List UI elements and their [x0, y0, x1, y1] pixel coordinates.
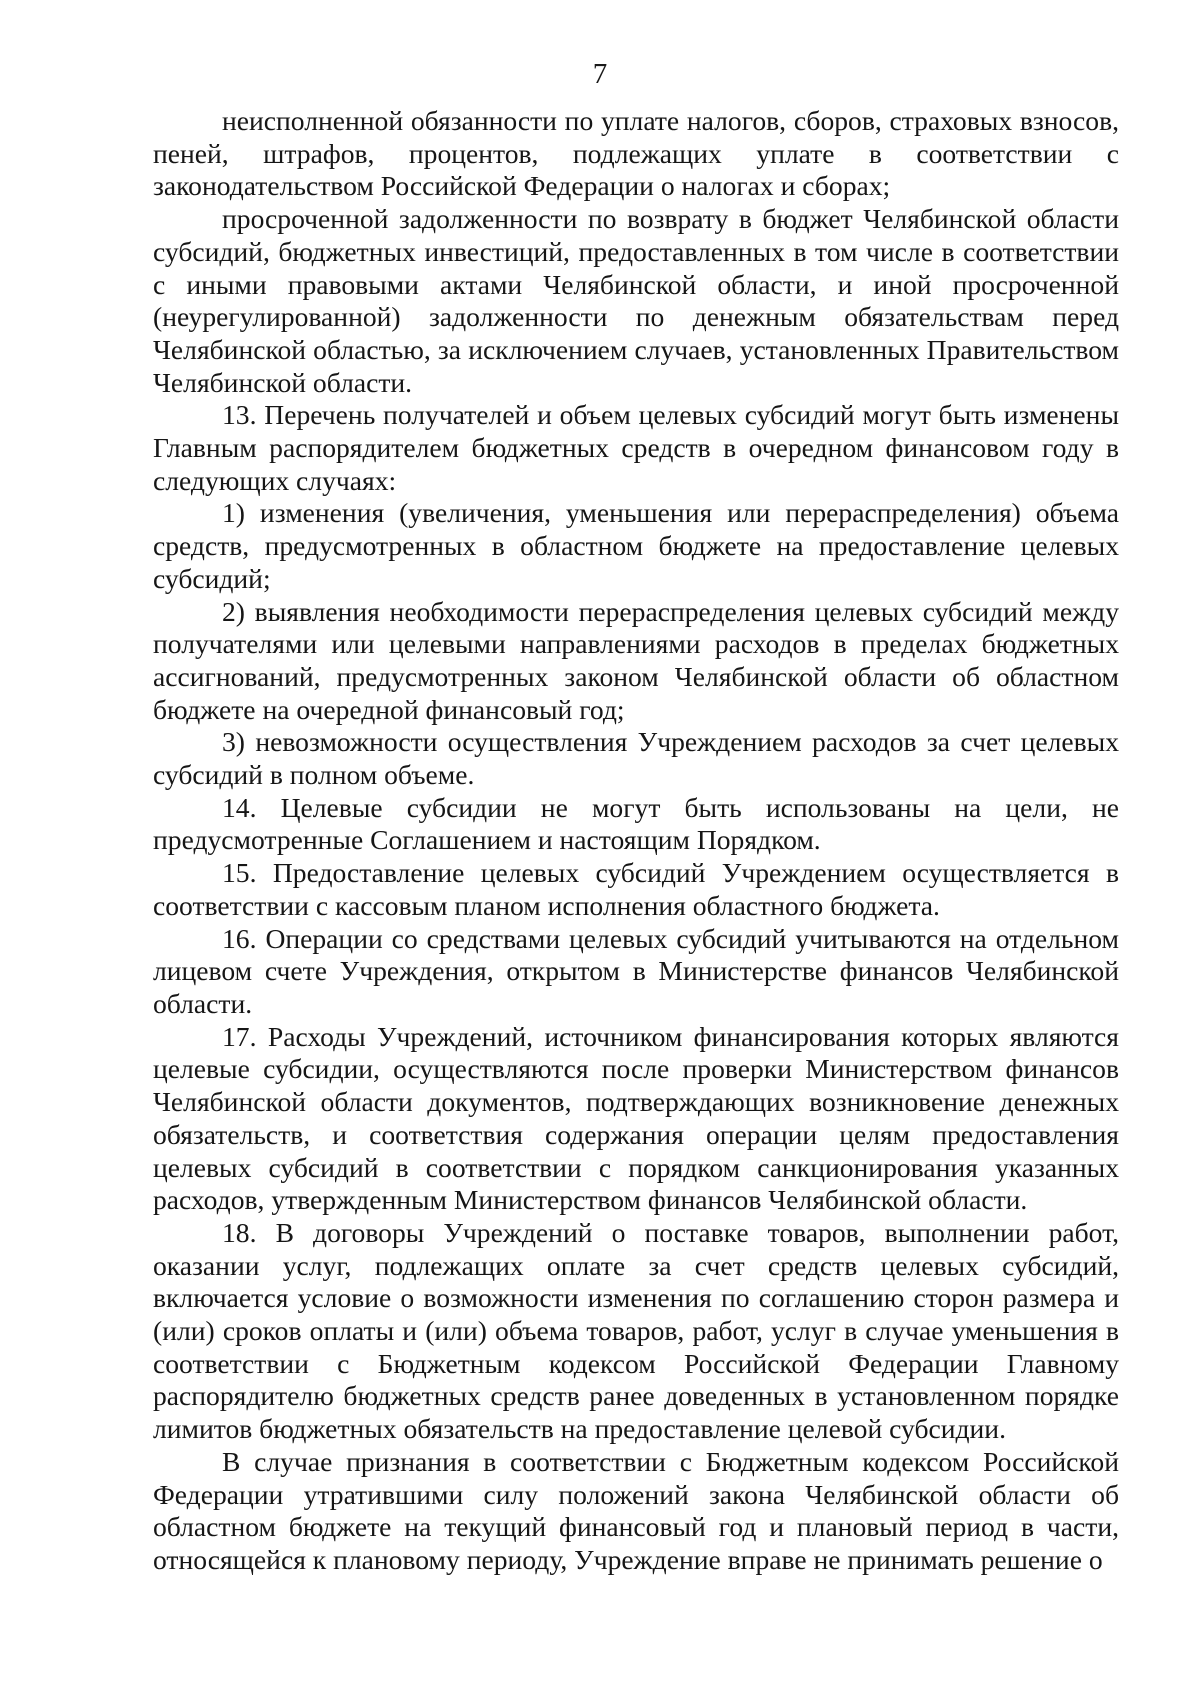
paragraph-overdue-debt: просроченной задолженности по возврату в бюджет Челябинской области субсидий, бюджетных инвестиций, предоставленных в том числе в соответствии с иными правовыми актами Челябинской области, и иной просроченной (неурегулированной) задолженности по денежным обязательствам перед Челябинской областью, за исключением случаев, установленных Правительством Челябинской области. [153, 203, 1119, 398]
paragraph-17: 17. Расходы Учреждений, источником финансирования которых являются целевые субсидии, осуществляются после проверки Министерством финансов Челябинской области документов, подтверждающих возникновение денежных обязательств, и соответствия содержания операции целям предоставления целевых субсидий в соответствии с порядком санкционирования указанных расходов, утвержденным Министерством финансов Челябинской области. [153, 1020, 1119, 1216]
document-body [153, 105, 1119, 1577]
paragraph-13-item-1: 1) изменения (увеличения, уменьшения или перераспределения) объема средств, предусмотренных в областном бюджете на предоставление целевых субсидий; [153, 497, 1119, 594]
paragraph-18-continuation: В случае признания в соответствии с Бюджетным кодексом Российской Федерации утратившими силу положений закона Челябинской области об областном бюджете на текущий финансовый год и плановый период в части, относящейся к плановому периоду, Учреждение вправе не принимать решение о [153, 1445, 1119, 1575]
paragraph-16: 16. Операции со средствами целевых субсидий учитываются на отдельном лицевом счете Учреждения, открытом в Министерстве финансов Челябинской области. [153, 922, 1119, 1019]
paragraph-continuation: неисполненной обязанности по уплате налогов, сборов, страховых взносов, пеней, штрафов, процентов, подлежащих уплате в соответствии с законодательством Российской Федерации о налогах и сборах; [153, 105, 1119, 202]
paragraph-13-item-3: 3) невозможности осуществления Учреждением расходов за счет целевых субсидий в полном объеме. [153, 726, 1119, 791]
paragraph-18: 18. В договоры Учреждений о поставке товаров, выполнении работ, оказании услуг, подлежащих оплате за счет средств целевых субсидий, включается условие о возможности изменения по соглашению сторон размера и (или) сроков оплаты и (или) объема товаров, работ, услуг в случае уменьшения в соответствии с Бюджетным кодексом Российской Федерации Главному распорядителю бюджетных средств ранее доведенных в установленном порядке лимитов бюджетных обязательств на предоставление целевой субсидии. [153, 1216, 1119, 1445]
paragraph-15: 15. Предоставление целевых субсидий Учреждением осуществляется в соответствии с кассовым планом исполнения областного бюджета. [153, 857, 1119, 921]
paragraph-14: 14. Целевые субсидии не могут быть использованы на цели, не предусмотренные Соглашением и настоящим Порядком. [153, 791, 1119, 856]
page-number: 7 [592, 58, 608, 90]
paragraph-13: 13. Перечень получателей и объем целевых субсидий могут быть изменены Главным распорядителем бюджетных средств в очередном финансовом году в следующих случаях: [153, 399, 1119, 496]
paragraph-13-item-2: 2) выявления необходимости перераспределения целевых субсидий между получателями или целевыми направлениями расходов в пределах бюджетных ассигнований, предусмотренных законом Челябинской области об областном бюджете на очередной финансовый год; [153, 595, 1119, 725]
